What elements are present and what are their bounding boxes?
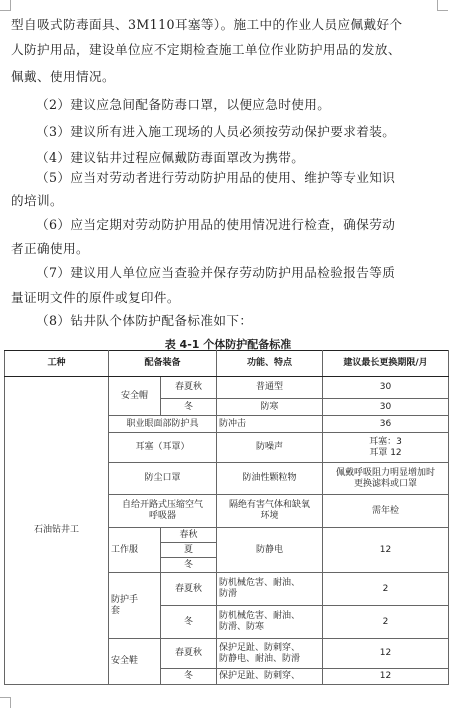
season-cell: 冬 bbox=[161, 606, 217, 639]
period-line: 耳塞：3 bbox=[369, 436, 402, 447]
function-line: 防滑 bbox=[219, 589, 238, 599]
function-line: 防机械危害、耐油、 bbox=[219, 611, 301, 621]
equipment-line: 自给开路式压缩空气 bbox=[122, 500, 204, 510]
table-row bbox=[5, 377, 449, 399]
function-line: 防机械危害、耐油、 bbox=[219, 578, 301, 588]
function-line: 防滑、防寒 bbox=[219, 622, 265, 632]
function-cell: 防静电 bbox=[217, 528, 323, 573]
function-cell bbox=[217, 639, 323, 669]
function-cell: 普通型 bbox=[217, 377, 323, 399]
period-cell: 30 bbox=[323, 399, 449, 416]
period-cell: 12 bbox=[323, 528, 449, 573]
paragraph-line: （8）钻井队个体防护配备标准如下： bbox=[36, 313, 253, 328]
paragraph-line: （3）建议所有进入施工现场的人员必须按劳动保护要求着装。 bbox=[36, 124, 396, 139]
page-corner-mark bbox=[0, 0, 11, 11]
function-line: 环境 bbox=[260, 511, 279, 521]
season-cell: 春夏秋 bbox=[161, 639, 217, 669]
function-line: 保护足趾、防刺穿、 bbox=[219, 642, 301, 653]
period-cell bbox=[323, 433, 449, 463]
period-cell: 30 bbox=[323, 377, 449, 399]
job-cell: 石油钻井工 bbox=[5, 377, 109, 685]
period-cell: 2 bbox=[323, 606, 449, 639]
season-cell: 冬 bbox=[161, 399, 217, 416]
equipment-line: 套 bbox=[111, 605, 121, 616]
season-cell: 春夏秋 bbox=[161, 377, 217, 399]
paragraph-line: 者正确使用。 bbox=[11, 241, 89, 256]
table-header-row bbox=[5, 351, 449, 377]
season-cell: 春秋 bbox=[161, 528, 217, 543]
period-line: 更换滤料或口罩 bbox=[354, 478, 418, 489]
period-cell bbox=[323, 463, 449, 495]
paragraph-line: （7）建议用人单位应当查验并保存劳动防护用品检验报告等质 bbox=[36, 265, 396, 280]
protection-standard-table bbox=[4, 350, 449, 685]
period-line: 耳罩 12 bbox=[369, 447, 402, 458]
paragraph-line: 佩戴、使用情况。 bbox=[11, 69, 115, 84]
period-line: 佩戴呼吸阻力明显增加时 bbox=[336, 467, 436, 478]
period-cell: 12 bbox=[323, 669, 449, 685]
paragraph-line: （2）建议应急间配备防毒口罩，以便应急时使用。 bbox=[36, 97, 331, 112]
equipment-cell: 耳塞（耳罩） bbox=[109, 433, 217, 463]
paragraph-line: （5）应当对劳动者进行劳动防护用品的使用、维护等专业知识 bbox=[36, 170, 396, 185]
period-cell: 2 bbox=[323, 573, 449, 606]
equipment-cell: 工作服 bbox=[109, 528, 161, 573]
paragraph-line: 型自吸式防毒面具、3M110耳塞等）。施工中的作业人员应佩戴好个 bbox=[11, 17, 403, 32]
function-cell bbox=[217, 606, 323, 639]
equipment-line: 防护手 bbox=[111, 594, 139, 605]
header-equipment: 配备装备 bbox=[109, 351, 217, 377]
equipment-cell: 职业眼面部防护具 bbox=[109, 416, 217, 433]
header-job: 工种 bbox=[5, 351, 109, 377]
function-line: 隔绝有害气体和缺氧 bbox=[229, 500, 311, 510]
header-function: 功能、特点 bbox=[217, 351, 323, 377]
equipment-cell: 安全帽 bbox=[109, 377, 161, 416]
paragraph-line: （4）建议钻井过程应佩戴防毒面罩改为携带。 bbox=[36, 150, 305, 165]
equipment-cell bbox=[109, 573, 161, 639]
paragraph-line: 人防护用品，建设单位应不定期检查施工单位作业防护用品的发放、 bbox=[11, 42, 401, 57]
function-cell: 防寒 bbox=[217, 399, 323, 416]
period-cell: 需年检 bbox=[323, 495, 449, 528]
season-cell: 春夏秋 bbox=[161, 573, 217, 606]
table-caption: 表 4-1 个体防护配备标准 bbox=[164, 338, 292, 351]
function-cell bbox=[217, 573, 323, 606]
equipment-cell bbox=[109, 495, 217, 528]
paragraph-line: 量证明文件的原件或复印件。 bbox=[11, 290, 180, 305]
season-cell: 夏 bbox=[161, 543, 217, 558]
equipment-cell: 安全鞋 bbox=[109, 639, 161, 685]
function-cell: 防冲击 bbox=[217, 416, 323, 433]
page-corner-mark bbox=[437, 0, 448, 11]
period-cell: 12 bbox=[323, 639, 449, 669]
season-cell: 冬 bbox=[161, 669, 217, 685]
season-cell: 冬 bbox=[161, 558, 217, 573]
equipment-line: 呼吸器 bbox=[149, 511, 177, 521]
function-cell: 保护足趾、防刺穿、 bbox=[217, 669, 323, 685]
function-line: 防静电、耐油、防滑 bbox=[219, 653, 301, 664]
header-period: 建议最长更换期限/月 bbox=[323, 351, 449, 377]
equipment-cell: 防尘口罩 bbox=[109, 463, 217, 495]
paragraph-line: （6）应当定期对劳动防护用品的使用情况进行检查，确保劳动 bbox=[36, 217, 396, 232]
paragraph-line: 的培训。 bbox=[11, 193, 63, 208]
function-cell: 防噪声 bbox=[217, 433, 323, 463]
function-cell: 防油性颗粒物 bbox=[217, 463, 323, 495]
period-cell: 36 bbox=[323, 416, 449, 433]
page-corner-mark bbox=[0, 697, 11, 708]
function-cell bbox=[217, 495, 323, 528]
